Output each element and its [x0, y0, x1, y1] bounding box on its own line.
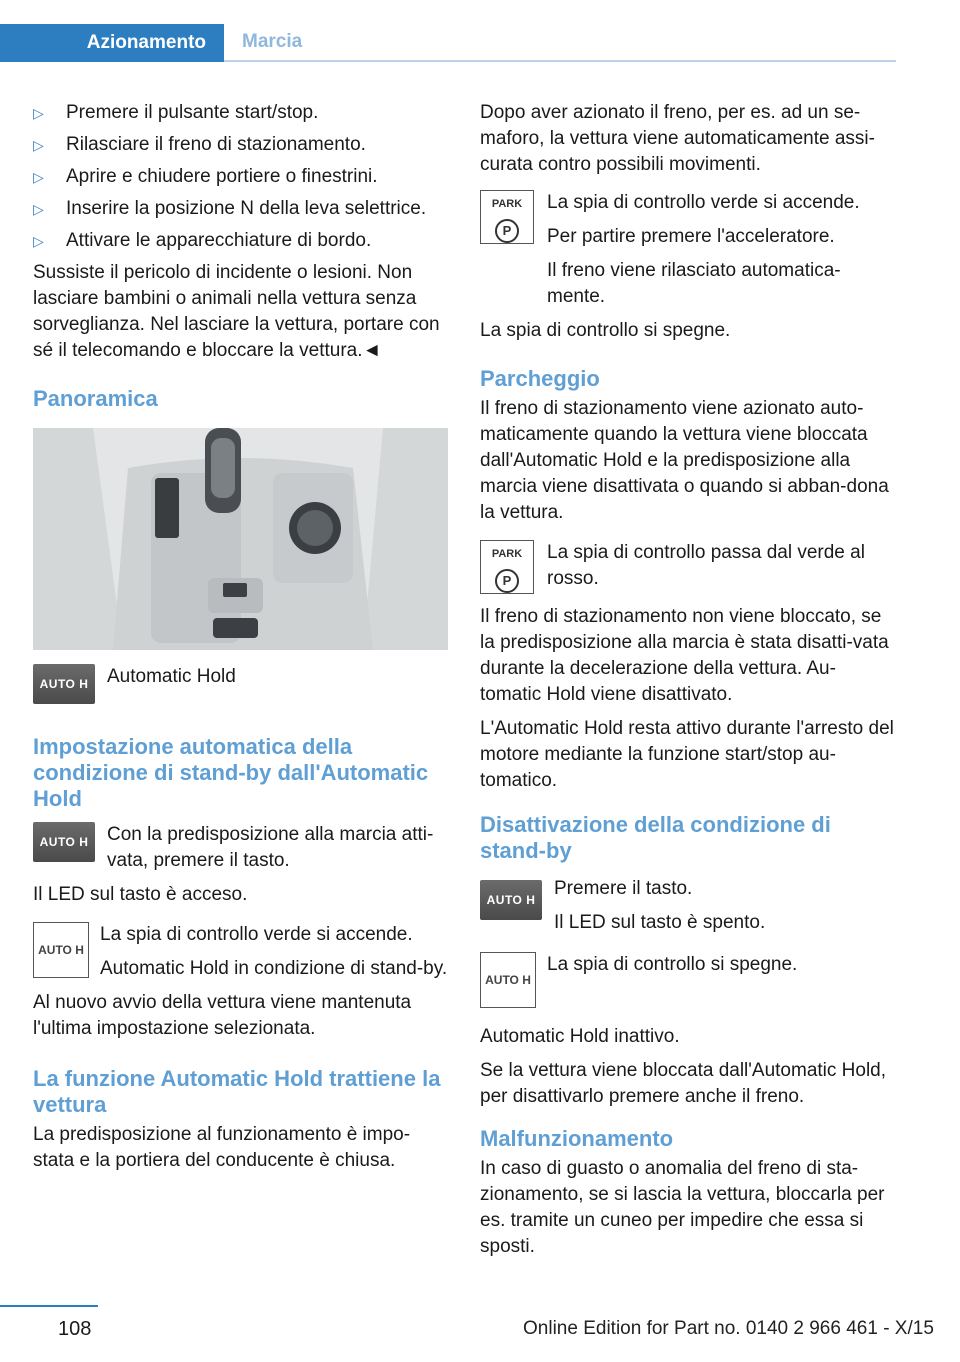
park-indicator-icon: [480, 190, 534, 244]
resta-attivo-text: L'Automatic Hold resta attivo durante l'arresto del motore mediante la funzione start/stop au‐tomatico.: [480, 718, 894, 791]
tab-azionamento-label: Azionamento: [86, 32, 206, 53]
spia-spegne-text: La spia di controllo si spegne.: [480, 320, 731, 341]
auto-hold-icon: [480, 880, 542, 920]
park-p-icon: P: [495, 569, 519, 593]
list-item: [33, 228, 448, 254]
auto-hold-icon-label: AUTO H: [486, 893, 536, 907]
tab-marcia[interactable]: [224, 24, 896, 62]
disatt-row: [480, 876, 895, 936]
warning-text: Sussiste il pericolo di incidente o lesioni. Non lasciare bambini o animali nella vettura senza sorveglianza. Nel lasciare la vettura, portare con sé il telecomando e bloccare la vettura.◄: [33, 262, 440, 361]
heading-impostazione: Impostazione automatica della condizione di stand-by dall'Automatic Hold: [33, 734, 429, 811]
console-photo: [33, 428, 448, 650]
spia-verde-text: La spia di controllo verde si accende.: [100, 924, 413, 945]
triangle-bullet-icon: ▷: [33, 105, 44, 121]
park-2-text: La spia di controllo passa dal verde al rosso.: [547, 542, 865, 589]
malf-text: In caso di guasto o anomalia del freno di sta‐zionamento, se si lascia la vettura, bloccarla per es. tramite un cuneo per impedire che essa si sposti.: [480, 1158, 885, 1257]
park-indicator-icon: [480, 540, 534, 594]
triangle-bullet-icon: ▷: [33, 169, 44, 185]
auto-hold-caption-row: [33, 664, 448, 708]
premere-tasto-text: Premere il tasto.: [554, 878, 693, 899]
park-p-icon: P: [495, 219, 519, 243]
spia-spegne-row: [480, 952, 895, 1010]
list-item-text: Aprire e chiudere portiere o finestrini.: [66, 166, 378, 187]
center-console-illustration: [33, 428, 448, 650]
auto-hold-indicator-icon: [480, 952, 536, 1008]
tab-marcia-label: Marcia: [242, 31, 303, 52]
triangle-bullet-icon: ▷: [33, 233, 44, 249]
park-1c-text: Il freno viene rilasciato automatica‐mente.: [547, 260, 841, 307]
park-1a-text: La spia di controllo verde si accende.: [547, 192, 860, 213]
led-off-text: Il LED sul tasto è spento.: [554, 912, 766, 933]
list-item: [33, 132, 448, 158]
list-item-text: Premere il pulsante start/stop.: [66, 102, 319, 123]
auto-hold-indicator-icon: [33, 922, 89, 978]
spia-icon-row: [33, 922, 448, 982]
park-row-2: [480, 540, 895, 596]
tab-azionamento[interactable]: [0, 24, 224, 62]
right-column: [480, 100, 895, 1268]
list-item: [33, 100, 448, 126]
imp-icon-row: [33, 822, 448, 874]
bloccata-text: Se la vettura viene bloccata dall'Automatic Hold, per disattivarlo premere anche il freno.: [480, 1060, 887, 1107]
list-item: [33, 164, 448, 190]
park-icon-label: PARK: [491, 548, 523, 560]
auto-hold-standby-text: Automatic Hold in condizione di stand-by.: [100, 958, 448, 979]
led-on-text: Il LED sul tasto è acceso.: [33, 884, 248, 905]
triangle-bullet-icon: ▷: [33, 201, 44, 217]
heading-malfunzionamento: Malfunzionamento: [480, 1126, 674, 1151]
park-1b-text: Per partire premere l'acceleratore.: [547, 226, 835, 247]
imp-text: Con la predisposizione alla marcia atti‐vata, premere il tasto.: [107, 824, 434, 871]
nuovo-avvio-text: Al nuovo avvio della vettura viene mantenuta l'ultima impostazione selezionata.: [33, 992, 412, 1039]
spia-spegne-2-text: La spia di controllo si spegne.: [547, 954, 798, 975]
non-bloccato-text: Il freno di stazionamento non viene bloccato, se la predisposizione alla marcia è stata disatti‐vata durante la decelerazione della vettura. Au‐tomatic Hold viene disattivato.: [480, 606, 889, 705]
park-row-1: [480, 190, 895, 310]
left-column: [33, 100, 448, 1182]
list-item-text: Rilasciare il freno di stazionamento.: [66, 134, 366, 155]
list-item: [33, 196, 448, 222]
triangle-bullet-icon: ▷: [33, 137, 44, 153]
trattiene-text: La predisposizione al funzionamento è impo‐stata e la portiera del conducente è chiusa.: [33, 1124, 411, 1171]
heading-parcheggio: Parcheggio: [480, 366, 600, 391]
inattivo-text: Automatic Hold inattivo.: [480, 1026, 680, 1047]
edition-text: Online Edition for Part no. 0140 2 966 461 - X/15: [523, 1318, 934, 1339]
auto-hold-icon: [33, 822, 95, 862]
parcheggio-text: Il freno di stazionamento viene azionato auto‐maticamente quando la vettura viene bloccata dall'Automatic Hold e la predisposizione alla marcia viene disattivata o quando si abban‐dona la vettura.: [480, 398, 889, 523]
heading-trattiene: La funzione Automatic Hold trattiene la vettura: [33, 1066, 441, 1117]
auto-hold-caption: Automatic Hold: [107, 666, 236, 687]
freno-text: Dopo aver azionato il freno, per es. ad un se‐maforo, la vettura viene automaticamente assi‐curata contro possibili movimenti.: [480, 102, 875, 175]
list-item-text: Attivare le apparecchiature di bordo.: [66, 230, 372, 251]
page-number: 108: [58, 1318, 92, 1340]
heading-disattivazione: Disattivazione della condizione di stand-by: [480, 812, 831, 863]
list-item-text: Inserire la posizione N della leva selettrice.: [66, 198, 427, 219]
auto-hold-indicator-icon-label: AUTO H: [38, 943, 84, 957]
auto-hold-icon-label: AUTO H: [39, 677, 89, 691]
auto-hold-icon-label: AUTO H: [39, 835, 89, 849]
footer-divider: [0, 1305, 98, 1307]
heading-panoramica: Panoramica: [33, 386, 158, 411]
auto-hold-icon: [33, 664, 95, 704]
park-icon-label: PARK: [491, 198, 523, 210]
auto-hold-indicator-icon-label: AUTO H: [485, 973, 531, 987]
